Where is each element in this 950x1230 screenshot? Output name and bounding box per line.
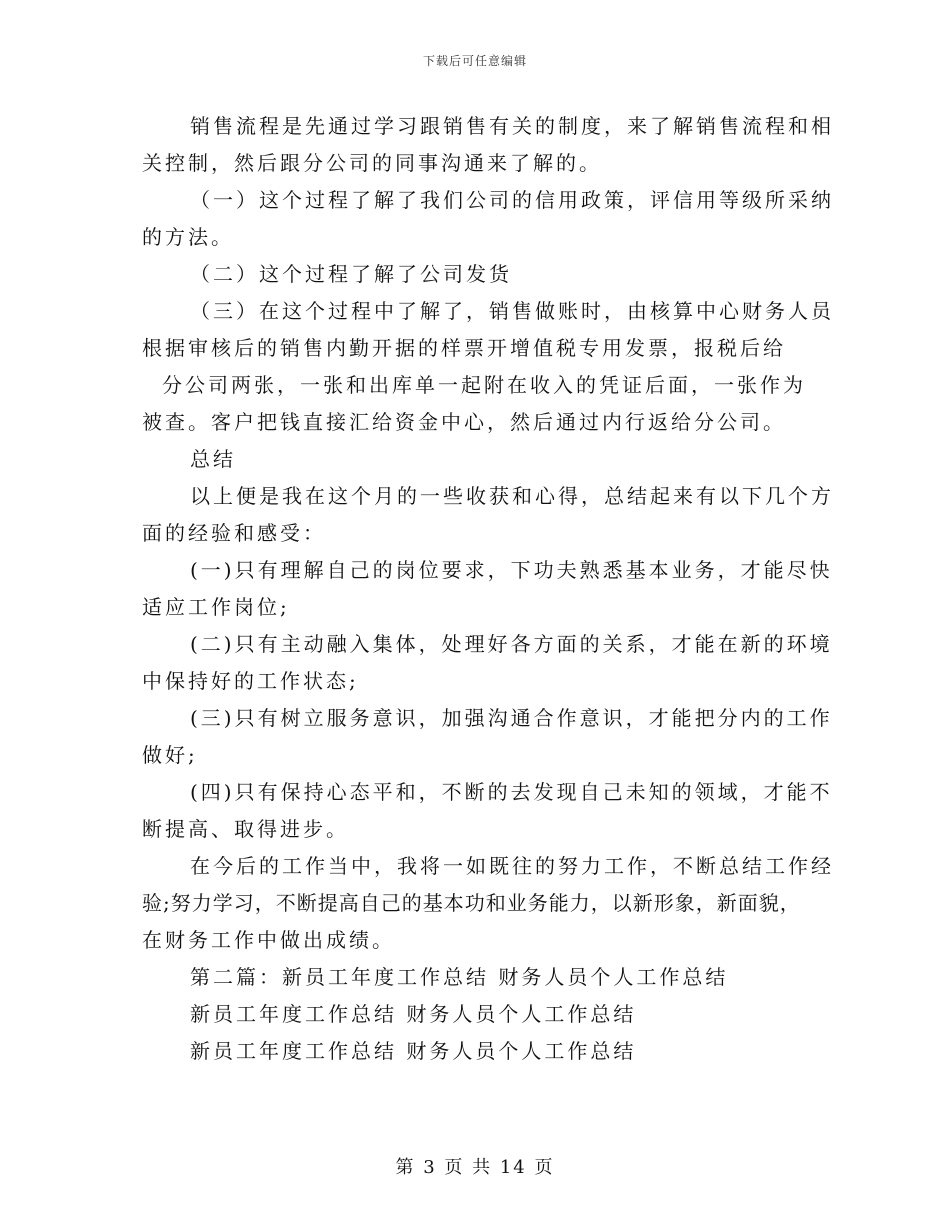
section-title: 第二篇：新员工年度工作总结 财务人员个人工作总结 — [190, 965, 729, 989]
paragraph-line: (四)只有保持心态平和，不断的去发现自己未知的领域，才能不 — [190, 780, 833, 804]
page-header-note: 下载后可任意编辑 — [422, 54, 527, 68]
paragraph-line: 做好; — [142, 743, 198, 767]
paragraph-line: 的方法。 — [142, 225, 234, 249]
paragraph-line: 中保持好的工作状态; — [142, 669, 359, 693]
paragraph-line: （一）这个过程了解了我们公司的信用政策，评信用等级所采纳 — [190, 188, 834, 212]
paragraph-line: (三)只有树立服务意识，加强沟通合作意识，才能把分内的工作 — [190, 706, 833, 730]
paragraph-line: (二)只有主动融入集体，处理好各方面的关系，才能在新的环境 — [190, 632, 833, 656]
section-heading: 总结 — [190, 447, 236, 471]
paragraph-line: 面的经验和感受： — [142, 521, 326, 545]
paragraph-line: 根据审核后的销售内勤开据的样票开增值税专用发票，报税后给 — [142, 336, 786, 360]
section-title: 新员工年度工作总结 财务人员个人工作总结 — [190, 1039, 637, 1063]
paragraph-line: 在今后的工作当中，我将一如既往的努力工作，不断总结工作经 — [190, 854, 834, 878]
paragraph-line: (一)只有理解自己的岗位要求，下功夫熟悉基本业务，才能尽快 — [190, 558, 833, 582]
paragraph-line: （三）在这个过程中了解了，销售做账时，由核算中心财务人员 — [190, 299, 834, 323]
section-title: 新员工年度工作总结 财务人员个人工作总结 — [190, 1002, 637, 1026]
paragraph-line: 验;努力学习，不断提高自己的基本功和业务能力，以新形象，新面貌， — [142, 891, 801, 915]
paragraph-line: 销售流程是先通过学习跟销售有关的制度，来了解销售流程和相 — [190, 114, 834, 138]
paragraph-line: 分公司两张，一张和出库单一起附在收入的凭证后面，一张作为 — [162, 373, 806, 397]
page-number: 第 3 页 共 14 页 — [395, 1157, 555, 1178]
paragraph-line: 适应工作岗位; — [142, 595, 290, 619]
paragraph-line: （二）这个过程了解了公司发货 — [190, 262, 512, 286]
paragraph-line: 被查。客户把钱直接汇给资金中心，然后通过内行返给分公司。 — [142, 410, 786, 434]
paragraph-line: 断提高、取得进步。 — [142, 817, 349, 841]
paragraph-line: 以上便是我在这个月的一些收获和心得，总结起来有以下几个方 — [190, 484, 834, 508]
paragraph-line: 关控制，然后跟分公司的同事沟通来了解的。 — [142, 151, 602, 175]
paragraph-line: 在财务工作中做出成绩。 — [142, 928, 395, 952]
